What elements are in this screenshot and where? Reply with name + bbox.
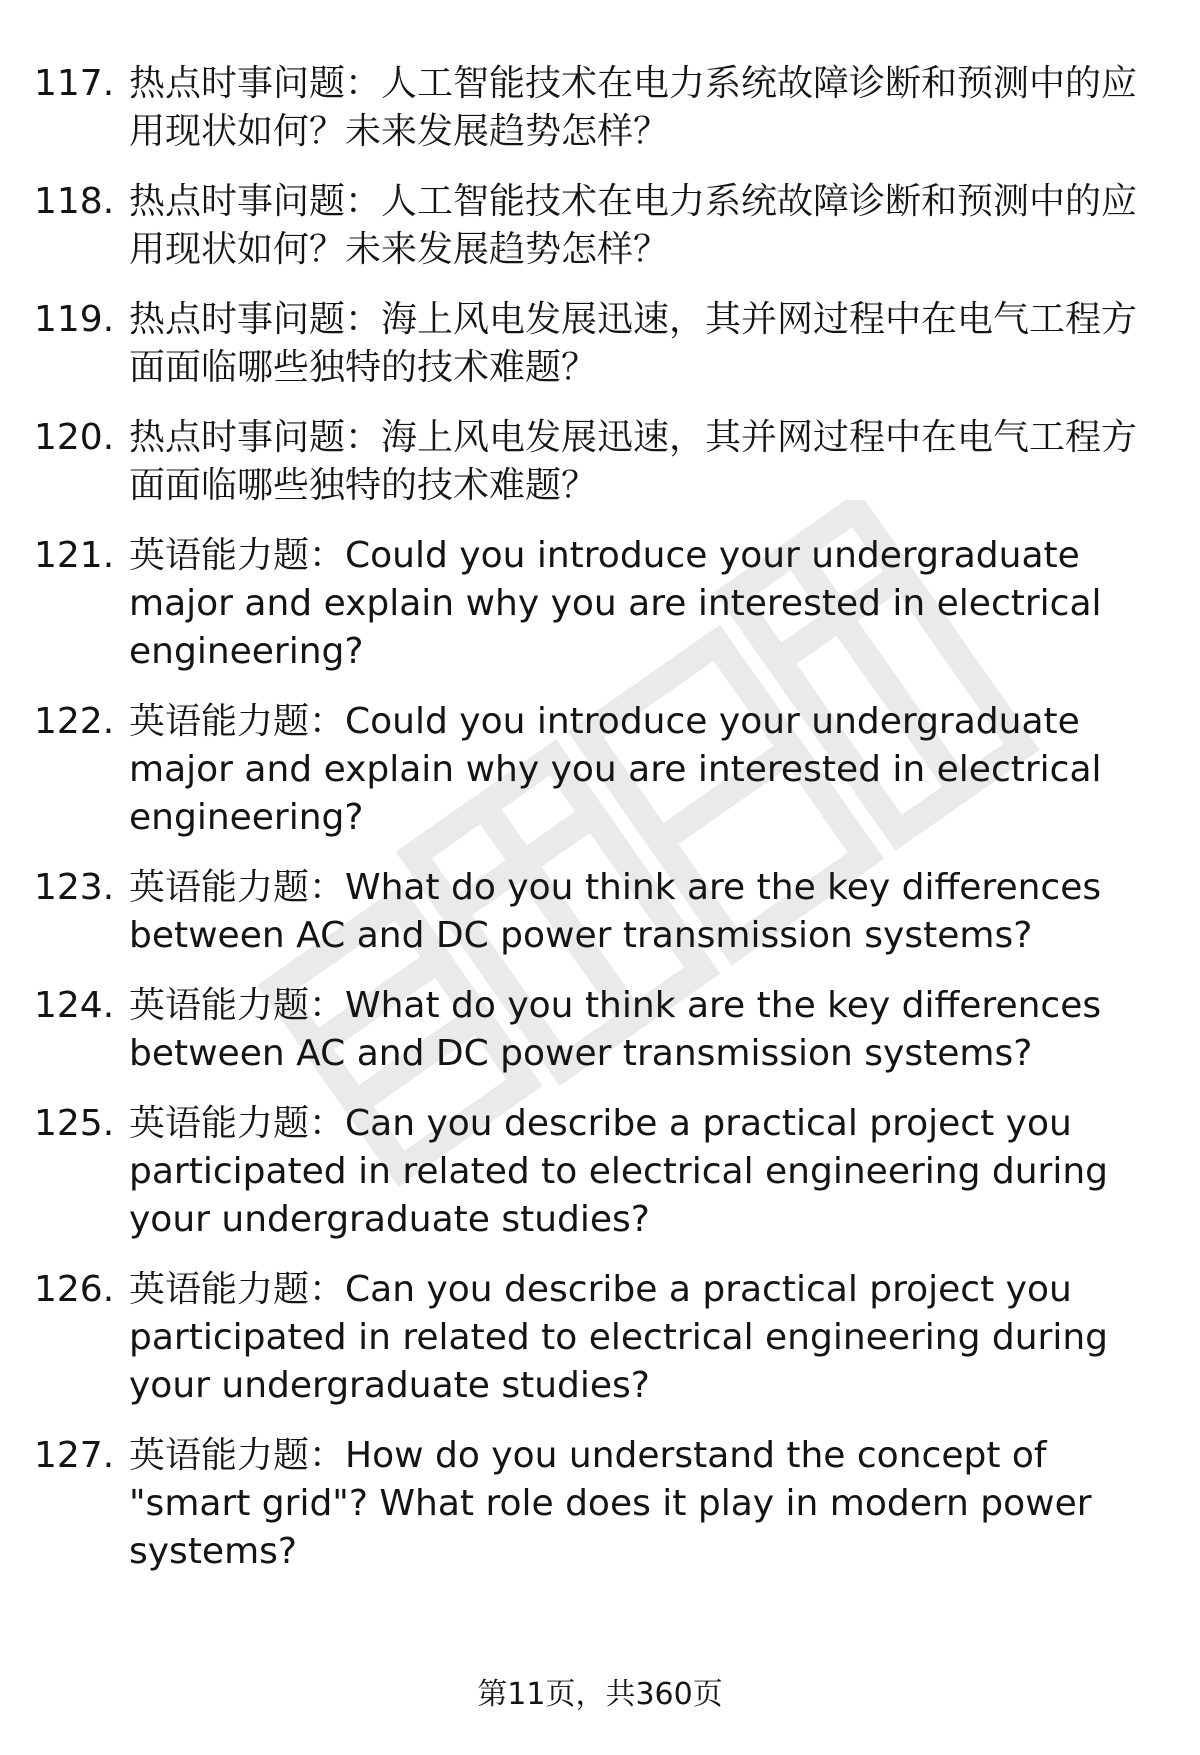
- question-text: 热点时事问题：海上风电发展迅速，其并网过程中在电气工程方面面临哪些独特的技术难题？: [129, 417, 1138, 506]
- question-number: 117.: [34, 63, 115, 104]
- question-text: 英语能力题：What do you think are the key differences between AC and DC power transmission systems?: [129, 985, 1102, 1074]
- question-number: 118.: [34, 181, 115, 222]
- question-item-117: [34, 60, 1174, 156]
- question-number: 124.: [34, 985, 115, 1026]
- question-item-124: [34, 982, 1174, 1078]
- question-item-125: [34, 1100, 1174, 1244]
- question-text: 英语能力题：What do you think are the key differences between AC and DC power transmission systems?: [129, 867, 1102, 956]
- question-number: 121.: [34, 535, 115, 576]
- question-list: [34, 60, 1174, 1576]
- question-item-123: [34, 864, 1174, 960]
- question-number: 122.: [34, 701, 115, 742]
- question-text: 英语能力题：Can you describe a practical project you participated in related to electrical engineering during your undergraduate studies?: [129, 1103, 1109, 1240]
- question-text: 英语能力题：Could you introduce your undergraduate major and explain why you are interested in electrical engineering?: [129, 701, 1102, 838]
- question-text: 热点时事问题：人工智能技术在电力系统故障诊断和预测中的应用现状如何？未来发展趋势怎样？: [129, 63, 1138, 152]
- page-number-footer: 第11页，共360页: [477, 1677, 723, 1712]
- question-text: 英语能力题：Could you introduce your undergraduate major and explain why you are interested in electrical engineering?: [129, 535, 1102, 672]
- question-item-122: [34, 698, 1174, 842]
- question-item-126: [34, 1266, 1174, 1410]
- question-item-120: [34, 414, 1174, 510]
- question-number: 119.: [34, 299, 115, 340]
- question-number: 123.: [34, 867, 115, 908]
- question-text: 英语能力题：Can you describe a practical project you participated in related to electrical engineering during your undergraduate studies?: [129, 1269, 1109, 1406]
- question-text: 热点时事问题：人工智能技术在电力系统故障诊断和预测中的应用现状如何？未来发展趋势怎样？: [129, 181, 1138, 270]
- question-number: 120.: [34, 417, 115, 458]
- question-number: 127.: [34, 1435, 115, 1476]
- question-item-121: [34, 532, 1174, 676]
- question-number: 126.: [34, 1269, 115, 1310]
- question-item-119: [34, 296, 1174, 392]
- question-text: 热点时事问题：海上风电发展迅速，其并网过程中在电气工程方面面临哪些独特的技术难题？: [129, 299, 1138, 388]
- question-number: 125.: [34, 1103, 115, 1144]
- question-item-118: [34, 178, 1174, 274]
- question-item-127: [34, 1432, 1174, 1576]
- question-text: 英语能力题：How do you understand the concept of "smart grid"? What role does it play in modern power systems?: [129, 1435, 1092, 1572]
